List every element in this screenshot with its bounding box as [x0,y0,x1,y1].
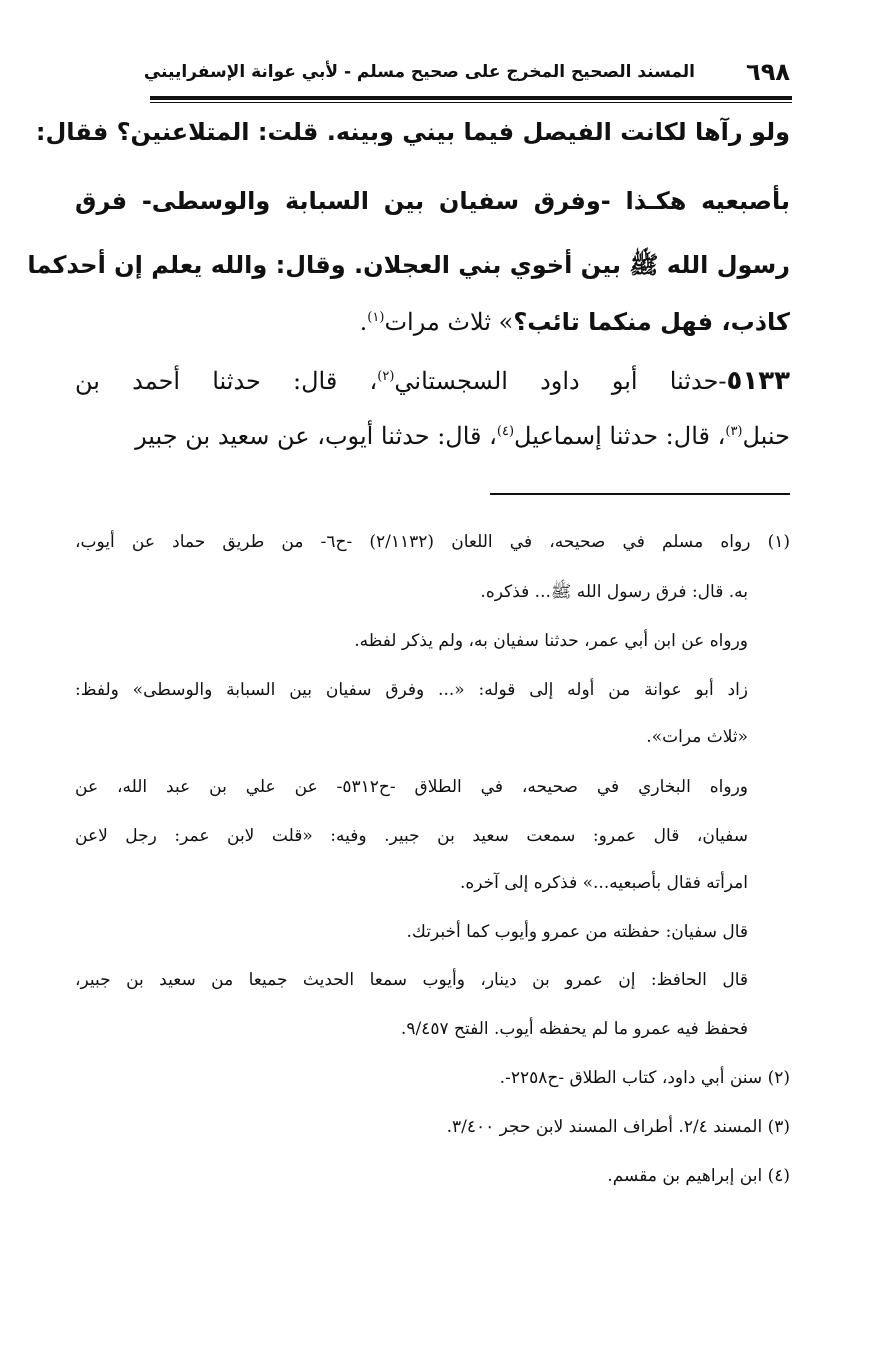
footnote-2: (٢) سنن أبي داود، كتاب الطلاق -ح٢٢٥٨-. [499,1068,790,1088]
hadith-ending-rest: » ثلاث مرات [384,308,514,336]
hadith-ending: كاذب، فهل منكما تائب؟ [513,308,790,336]
hadith-number: ٥١٣٣ [726,366,791,396]
footnote-ref-2: (٢) [377,369,395,384]
main-line-5 [75,366,790,396]
footnote-3: (٣) المسند ٢/٤. أطراف المسند لابن حجر ٣/٤٠٠. [446,1117,790,1137]
main-line-4 [75,308,790,336]
footnote-ref-1: (١) [367,310,385,325]
main-line-3: رسول الله ﷺ بين أخوي بني العجلان. وقال: والله يعلم إن أحدكما [27,251,790,279]
header-rule-thick [150,96,792,100]
footnote-1-line-5: «ثلاث مرات». [646,727,748,747]
footnote-separator [490,493,790,495]
footnote-1-line-3: ورواه عن ابن أبي عمر، حدثنا سفيان به، ولم يذكر لفظه. [354,631,748,651]
footnote-1-line-10: قال الحافظ: إن عمرو بن دينار، وأيوب سمعا الحديث جميعا من سعيد بن جبير، [75,970,748,990]
main-line-6 [75,422,790,450]
footnote-1-line-7: سفيان، قال عمرو: سمعت سعيد بن جبير. وفيه: «قلت لابن عمر: رجل لاعن [75,826,748,846]
isnad-part-e: ، قال: حدثنا أيوب، عن سعيد بن جبير [135,422,497,450]
footnote-1-line-8: امرأته فقال بأصبعيه...» فذكره إلى آخره. [459,873,748,893]
footnote-1-line-2: به. قال: فرق رسول الله ﷺ... فذكره. [480,582,748,602]
main-line-1: ولو رآها لكانت الفيصل فيما بيني وبينه. قلت: المتلاعنين؟ فقال: [35,118,790,146]
isnad-part-b: ، قال: حدثنا أحمد بن [75,367,378,395]
isnad-part-a: -حدثنا أبو داود السجستاني [394,367,727,395]
footnote-1-line-11: فحفظ فيه عمرو ما لم يحفظه أيوب. الفتح ٩/٤٥٧. [400,1019,748,1039]
footnote-ref-3: (٣) [725,424,743,439]
footnote-ref-4: (٤) [496,424,515,439]
footnote-4: (٤) ابن إبراهيم بن مقسم. [607,1166,790,1186]
running-header [143,58,790,98]
footnote-1-line-4: زاد أبو عوانة من أوله إلى قوله: «... وفرق سفيان بين السبابة والوسطى» ولفظ: [75,680,748,700]
footnote-1-line-6: ورواه البخاري في صحيحه، في الطلاق -ح٥٣١٢- عن علي بن عبد الله، عن [75,777,748,797]
page-number: ٦٩٨ [746,58,790,86]
header-title: المسند الصحيح المخرج على صحيح مسلم - لأبي عوانة الإسفراييني [143,62,695,82]
isnad-part-d: ، قال: حدثنا إسماعيل [514,422,726,450]
header-rule-thin [150,102,792,103]
footnote-1-line-1: (١) رواه مسلم في صحيحه، في اللعان (٢/١١٣٢) -ح٦- من طريق حماد عن أيوب، [75,532,791,552]
line-end-period: . [359,308,368,336]
isnad-part-c: حنبل [742,422,790,450]
main-line-2: بأصبعيه هكـذا -وفرق سفيان بين السبابة والوسطى- فرق [75,187,790,215]
footnote-1-line-9: قال سفيان: حفظته من عمرو وأيوب كما أخبرتك. [406,922,748,942]
